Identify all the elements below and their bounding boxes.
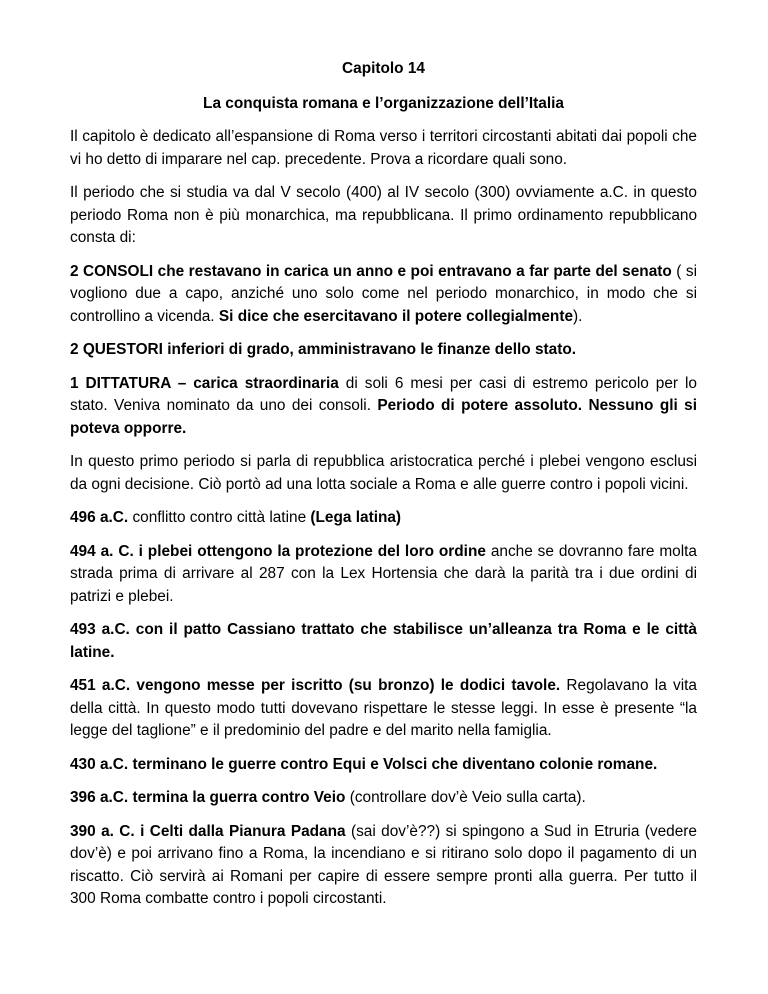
questori-bold: 2 QUESTORI inferiori di grado, amministravano le finanze dello stato. — [70, 341, 576, 358]
consoli-bold: 2 CONSOLI che restavano in carica un anno e poi entravano a far parte del senato — [70, 262, 672, 280]
event-390-bold: 390 a. C. i Celti dalla Pianura Padana — [70, 822, 346, 840]
event-451-text: Regolavano la vita della città. In questo modo tutti dovevano rispettare le stesse leggi. In esse è presente “la legge del taglione” e il predominio del padre e del marito nella famiglia. — [70, 677, 697, 739]
chapter-title: Capitolo 14 — [342, 60, 425, 77]
intro-paragraph: Il capitolo è dedicato all’espansione di Roma verso i territori circostanti abitati dai popoli che vi ho detto di imparare nel cap. precedente. Prova a ricordare quali sono. — [70, 128, 697, 168]
consoli-bold-2: Si dice che esercitavano il potere collegialmente — [218, 307, 574, 325]
dittatura-bold: 1 DITTATURA – carica straordinaria — [70, 374, 339, 392]
event-451-bold: 451 a.C. vengono messe per iscritto (su bronzo) le dodici tavole. — [70, 677, 561, 694]
event-396 — [70, 787, 697, 810]
event-493-bold: 493 a.C. con il patto Cassiano trattato che stabilisce un’alleanza tra Roma e le città latine. — [70, 621, 697, 661]
event-496 — [70, 507, 697, 530]
dittatura-paragraph — [70, 373, 697, 441]
chapter-subtitle: La conquista romana e l’organizzazione dell’Italia — [203, 94, 564, 112]
dittatura-text: di soli 6 mesi per casi di estremo pericolo per lo stato. Veniva nominato da uno dei consoli. — [70, 374, 697, 414]
period-paragraph: Il periodo che si studia va dal V secolo (400) al IV secolo (300) ovviamente a.C. in questo periodo Roma non è più monarchica, ma repubblicana. Il primo ordinamento repubblicano consta di: — [70, 184, 697, 246]
event-451 — [70, 675, 697, 743]
consoli-text: ( si vogliono due a capo, anziché uno solo come nel periodo monarchico, in modo che si controllino a vicenda. — [70, 262, 698, 325]
event-496-date: 496 a.C. — [70, 509, 129, 526]
aristocratic-paragraph: In questo primo periodo si parla di repubblica aristocratica perché i plebei vengono esclusi da ogni decisione. Ciò portò ad una lotta sociale a Roma e alle guerre contro i popoli vicini. — [70, 453, 697, 493]
dittatura-bold-2: Periodo di potere assoluto. Nessuno gli si poteva opporre. — [70, 397, 697, 437]
event-430-bold: 430 a.C. terminano le guerre contro Equi e Volsci che diventano colonie romane. — [70, 755, 658, 773]
event-493 — [70, 619, 697, 664]
questori-paragraph — [70, 339, 697, 362]
consoli-paragraph — [70, 261, 697, 329]
event-496-text: conflitto contro città latine — [128, 509, 311, 526]
event-396-text: (controllare dov’è Veio sulla carta). — [345, 789, 586, 806]
document-page — [70, 58, 697, 922]
event-390-text: (sai dov’è??) si spingono a Sud in Etruria (vedere dov’è) e poi arrivano fino a Roma, la incendiano e si ritirano solo dopo il pagamento di un riscatto. Ciò servirà ai Romani per capire di essere sempre pronti alla guerra. Per tutto il 300 Roma combatte contro i popoli circostanti. — [70, 822, 697, 907]
event-494 — [70, 541, 697, 609]
event-430 — [70, 754, 697, 777]
event-396-bold: 396 a.C. termina la guerra contro Veio — [70, 789, 346, 806]
event-494-text: anche se dovranno fare molta strada prima di arrivare al 287 con la Lex Hortensia che darà la parità tra i due ordini di patrizi e plebei. — [70, 542, 697, 605]
event-494-bold: 494 a. C. i plebei ottengono la protezione del loro ordine — [70, 542, 486, 560]
event-390 — [70, 821, 697, 911]
consoli-text-end: ). — [573, 307, 583, 325]
event-496-bold: (Lega latina) — [310, 509, 402, 526]
